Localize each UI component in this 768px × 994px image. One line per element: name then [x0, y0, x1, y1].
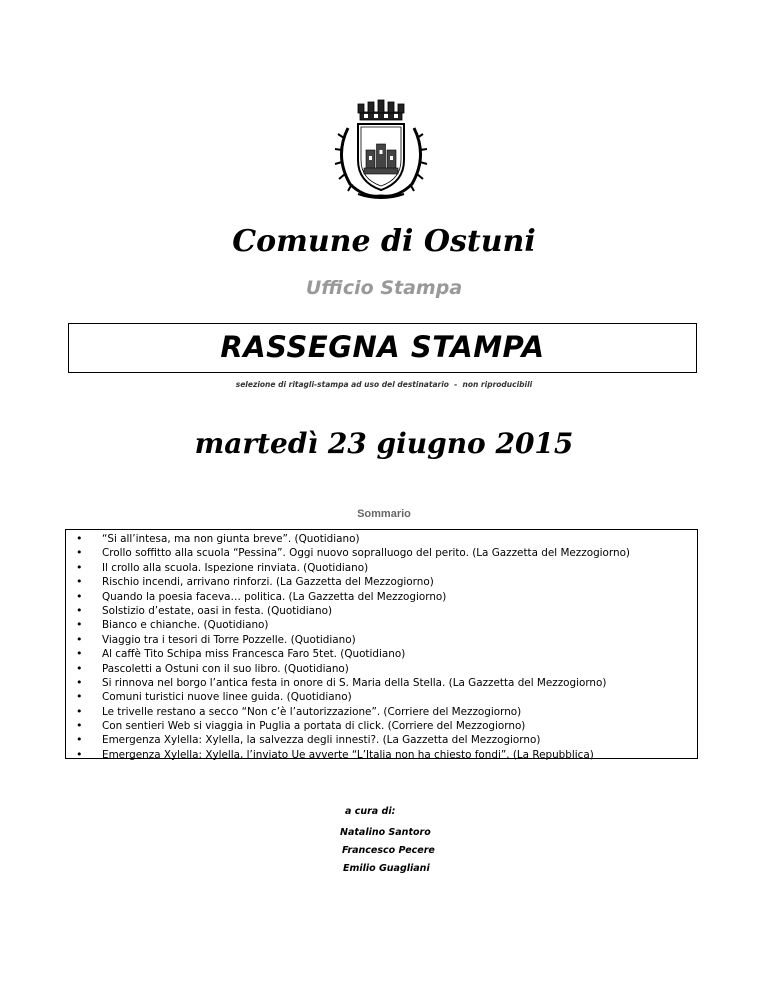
- sommario-item: • Emergenza Xylella: Xylella, l’inviato Ue avverte “L’Italia non ha chiesto fondi”. (La Repubblica): [66, 748, 630, 762]
- issue-date: martedì 23 giugno 2015: [194, 427, 574, 460]
- sommario-item: • Crollo soffitto alla scuola “Pessina”. Oggi nuovo sopralluogo del perito. (La Gazzetta del Mezzogiorno): [66, 546, 630, 560]
- sommario-item: • Bianco e chianche. (Quotidiano): [66, 618, 630, 632]
- disclaimer-text: selezione di ritagli-stampa ad uso del destinatario - non riproducibili: [235, 380, 533, 389]
- sommario-box: [65, 529, 698, 759]
- sommario-heading: Sommario: [357, 508, 411, 520]
- sommario-item: • Quando la poesia faceva… politica. (La Gazzetta del Mezzogiorno): [66, 590, 630, 604]
- sommario-item: • Viaggio tra i tesori di Torre Pozzelle. (Quotidiano): [66, 633, 630, 647]
- sommario-item: • Rischio incendi, arrivano rinforzi. (La Gazzetta del Mezzogiorno): [66, 575, 630, 589]
- credits-label: a cura di:: [345, 806, 396, 817]
- sommario-item: • Si rinnova nel borgo l’antica festa in onore di S. Maria della Stella. (La Gazzetta del Mezzogiorno): [66, 676, 630, 690]
- sommario-item: • Al caffè Tito Schipa miss Francesca Faro 5tet. (Quotidiano): [66, 647, 630, 661]
- credits-author: Natalino Santoro: [340, 827, 431, 838]
- ufficio-stampa-subtitle: Ufficio Stampa: [305, 277, 463, 299]
- sommario-item: • Le trivelle restano a secco “Non c’è l’autorizzazione”. (Corriere del Mezzogiorno): [66, 705, 630, 719]
- sommario-item: • “Si all’intesa, ma non giunta breve”. (Quotidiano): [66, 532, 630, 546]
- sommario-item: • Il crollo alla scuola. Ispezione rinviata. (Quotidiano): [66, 561, 630, 575]
- credits-author: Emilio Guagliani: [343, 863, 430, 874]
- comune-title: Comune di Ostuni: [232, 224, 536, 259]
- sommario-item: • Pascoletti a Ostuni con il suo libro. (Quotidiano): [66, 662, 630, 676]
- sommario-item: • Comuni turistici nuove linee guida. (Quotidiano): [66, 690, 630, 704]
- rassegna-stampa-title: RASSEGNA STAMPA: [220, 330, 545, 364]
- coat-of-arms-crest: [328, 98, 434, 202]
- sommario-item: • Solstizio d’estate, oasi in festa. (Quotidiano): [66, 604, 630, 618]
- credits-author: Francesco Pecere: [342, 845, 435, 856]
- sommario-item: • Emergenza Xylella: Xylella, la salvezza degli innesti?. (La Gazzetta del Mezzogiorno): [66, 733, 630, 747]
- sommario-item: • Con sentieri Web si viaggia in Puglia a portata di click. (Corriere del Mezzogiorno): [66, 719, 630, 733]
- rassegna-stampa-banner: [68, 323, 697, 373]
- sommario-list: [66, 532, 630, 762]
